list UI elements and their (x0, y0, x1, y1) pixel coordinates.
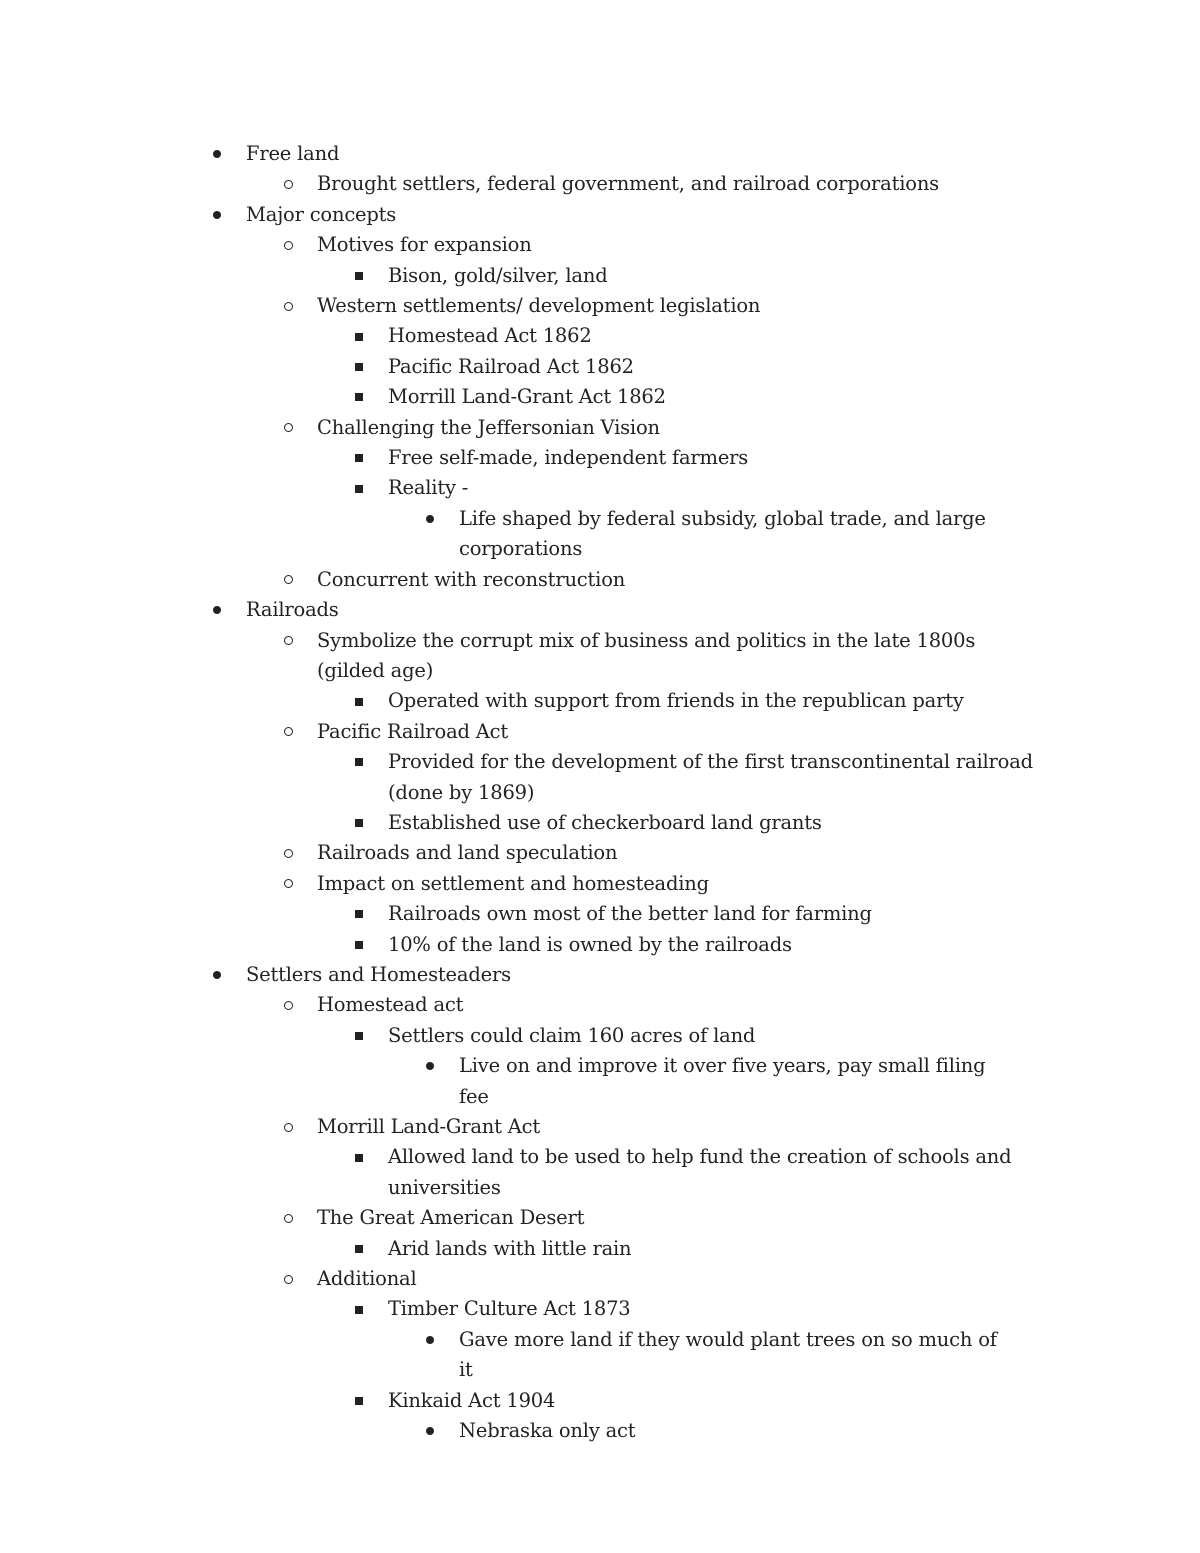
circle-bullet-icon (281, 717, 295, 747)
circle-bullet-icon (281, 169, 295, 199)
outline-item-level-1 (0, 139, 1036, 169)
circle-bullet-icon (281, 869, 295, 899)
outline-item-text: Concurrent with reconstruction (317, 567, 626, 591)
disc-bullet-icon (423, 1051, 437, 1081)
outline-item-text: Life shaped by federal subsidy, global trade, and large corporations (459, 506, 986, 561)
square-bullet-icon (352, 321, 366, 351)
outline-item-text: Brought settlers, federal government, and railroad corporations (317, 172, 939, 196)
outline-item-text: Homestead Act 1862 (388, 324, 592, 348)
outline-item-level-2 (0, 838, 1036, 868)
outline-item-text: Homestead act (317, 993, 464, 1017)
square-bullet-icon (352, 473, 366, 503)
square-bullet-icon (352, 443, 366, 473)
outline-item-level-3 (0, 1386, 1036, 1416)
outline-item-level-2 (0, 565, 1036, 595)
outline-item-level-3 (0, 443, 1036, 473)
disc-bullet-icon (210, 595, 224, 625)
square-bullet-icon (352, 899, 366, 929)
bulleted-outline (0, 139, 1200, 1446)
outline-item-level-3 (0, 382, 1036, 412)
outline-item-text: Settlers and Homesteaders (246, 962, 511, 986)
square-bullet-icon (352, 930, 366, 960)
square-bullet-icon (352, 747, 366, 777)
outline-item-level-2 (0, 869, 1036, 899)
outline-item-text: Arid lands with little rain (388, 1236, 632, 1260)
square-bullet-icon (352, 1142, 366, 1172)
square-bullet-icon (352, 1294, 366, 1324)
outline-item-level-1 (0, 200, 1036, 230)
outline-item-text: Established use of checkerboard land grants (388, 810, 822, 834)
square-bullet-icon (352, 1386, 366, 1416)
outline-item-level-3 (0, 808, 1036, 838)
outline-item-level-3 (0, 352, 1036, 382)
outline-item-level-2 (0, 169, 1036, 199)
disc-bullet-icon (210, 200, 224, 230)
square-bullet-icon (352, 1234, 366, 1264)
outline-item-level-2 (0, 626, 1036, 687)
outline-item-text: Free self-made, independent farmers (388, 446, 749, 470)
outline-item-level-2 (0, 717, 1036, 747)
outline-item-level-3 (0, 1021, 1036, 1051)
outline-item-text: Pacific Railroad Act (317, 719, 509, 743)
outline-item-text: Challenging the Jeffersonian Vision (317, 415, 660, 439)
outline-item-level-2 (0, 291, 1036, 321)
outline-item-text: Pacific Railroad Act 1862 (388, 354, 634, 378)
disc-bullet-icon (210, 139, 224, 169)
outline-item-level-4 (0, 504, 999, 565)
square-bullet-icon (352, 1021, 366, 1051)
outline-item-level-3 (0, 899, 1036, 929)
square-bullet-icon (352, 352, 366, 382)
circle-bullet-icon (281, 1264, 295, 1294)
circle-bullet-icon (281, 565, 295, 595)
circle-bullet-icon (281, 291, 295, 321)
outline-item-level-3 (0, 1234, 1036, 1264)
outline-item-text: Timber Culture Act 1873 (388, 1297, 631, 1321)
outline-item-text: Additional (317, 1267, 417, 1291)
outline-item-level-2 (0, 990, 1036, 1020)
outline-item-level-3 (0, 321, 1036, 351)
outline-item-level-1 (0, 960, 1036, 990)
outline-item-text: The Great American Desert (317, 1206, 585, 1230)
outline-item-text: Kinkaid Act 1904 (388, 1388, 556, 1412)
square-bullet-icon (352, 382, 366, 412)
outline-item-text: Settlers could claim 160 acres of land (388, 1023, 756, 1047)
outline-item-level-3 (0, 930, 1036, 960)
outline-item-text: Railroads and land speculation (317, 841, 618, 865)
outline-item-level-4 (0, 1416, 999, 1446)
circle-bullet-icon (281, 230, 295, 260)
outline-item-level-3 (0, 1142, 1036, 1203)
square-bullet-icon (352, 808, 366, 838)
outline-item-text: Nebraska only act (459, 1419, 636, 1443)
outline-item-level-2 (0, 413, 1036, 443)
outline-item-text: Symbolize the corrupt mix of business and politics in the late 1800s (gilded age) (317, 628, 976, 682)
outline-item-level-4 (0, 1325, 999, 1386)
outline-item-level-1 (0, 595, 1036, 625)
outline-item-level-3 (0, 686, 1036, 716)
outline-item-level-2 (0, 1112, 1036, 1142)
circle-bullet-icon (281, 626, 295, 656)
disc-bullet-icon (423, 1416, 437, 1446)
outline-item-level-3 (0, 473, 1036, 503)
outline-item-text: Bison, gold/silver, land (388, 263, 608, 287)
disc-bullet-icon (210, 960, 224, 990)
outline-item-level-2 (0, 1203, 1036, 1233)
outline-item-text: Major concepts (246, 202, 397, 226)
circle-bullet-icon (281, 838, 295, 868)
outline-item-text: Motives for expansion (317, 233, 532, 257)
circle-bullet-icon (281, 990, 295, 1020)
square-bullet-icon (352, 686, 366, 716)
outline-item-text: Live on and improve it over five years, pay small filing fee (459, 1054, 986, 1108)
outline-item-text: Gave more land if they would plant trees on so much of it (459, 1327, 997, 1382)
circle-bullet-icon (281, 1112, 295, 1142)
outline-item-text: Railroads (246, 598, 339, 622)
outline-item-text: 10% of the land is owned by the railroads (388, 932, 792, 956)
outline-item-text: Allowed land to be used to help fund the creation of schools and universities (388, 1145, 1012, 1199)
outline-item-text: Railroads own most of the better land for farming (388, 902, 872, 926)
circle-bullet-icon (281, 1203, 295, 1233)
outline-item-text: Western settlements/ development legislation (317, 294, 761, 318)
outline-item-level-2 (0, 1264, 1036, 1294)
outline-item-text: Provided for the development of the first transcontinental railroad (done by 1869) (388, 750, 1033, 804)
outline-item-text: Impact on settlement and homesteading (317, 871, 709, 895)
square-bullet-icon (352, 261, 366, 291)
disc-bullet-icon (423, 1325, 437, 1355)
outline-item-text: Free land (246, 142, 340, 165)
disc-bullet-icon (423, 504, 437, 534)
outline-item-level-4 (0, 1051, 999, 1112)
outline-item-level-3 (0, 261, 1036, 291)
circle-bullet-icon (281, 413, 295, 443)
outline-item-level-3 (0, 747, 1036, 808)
outline-item-level-2 (0, 230, 1036, 260)
outline-item-text: Morrill Land-Grant Act 1862 (388, 385, 666, 409)
outline-item-text: Operated with support from friends in the republican party (388, 689, 964, 713)
outline-item-text: Morrill Land-Grant Act (317, 1115, 541, 1138)
outline-item-level-3 (0, 1294, 1036, 1324)
outline-item-text: Reality - (388, 476, 469, 500)
